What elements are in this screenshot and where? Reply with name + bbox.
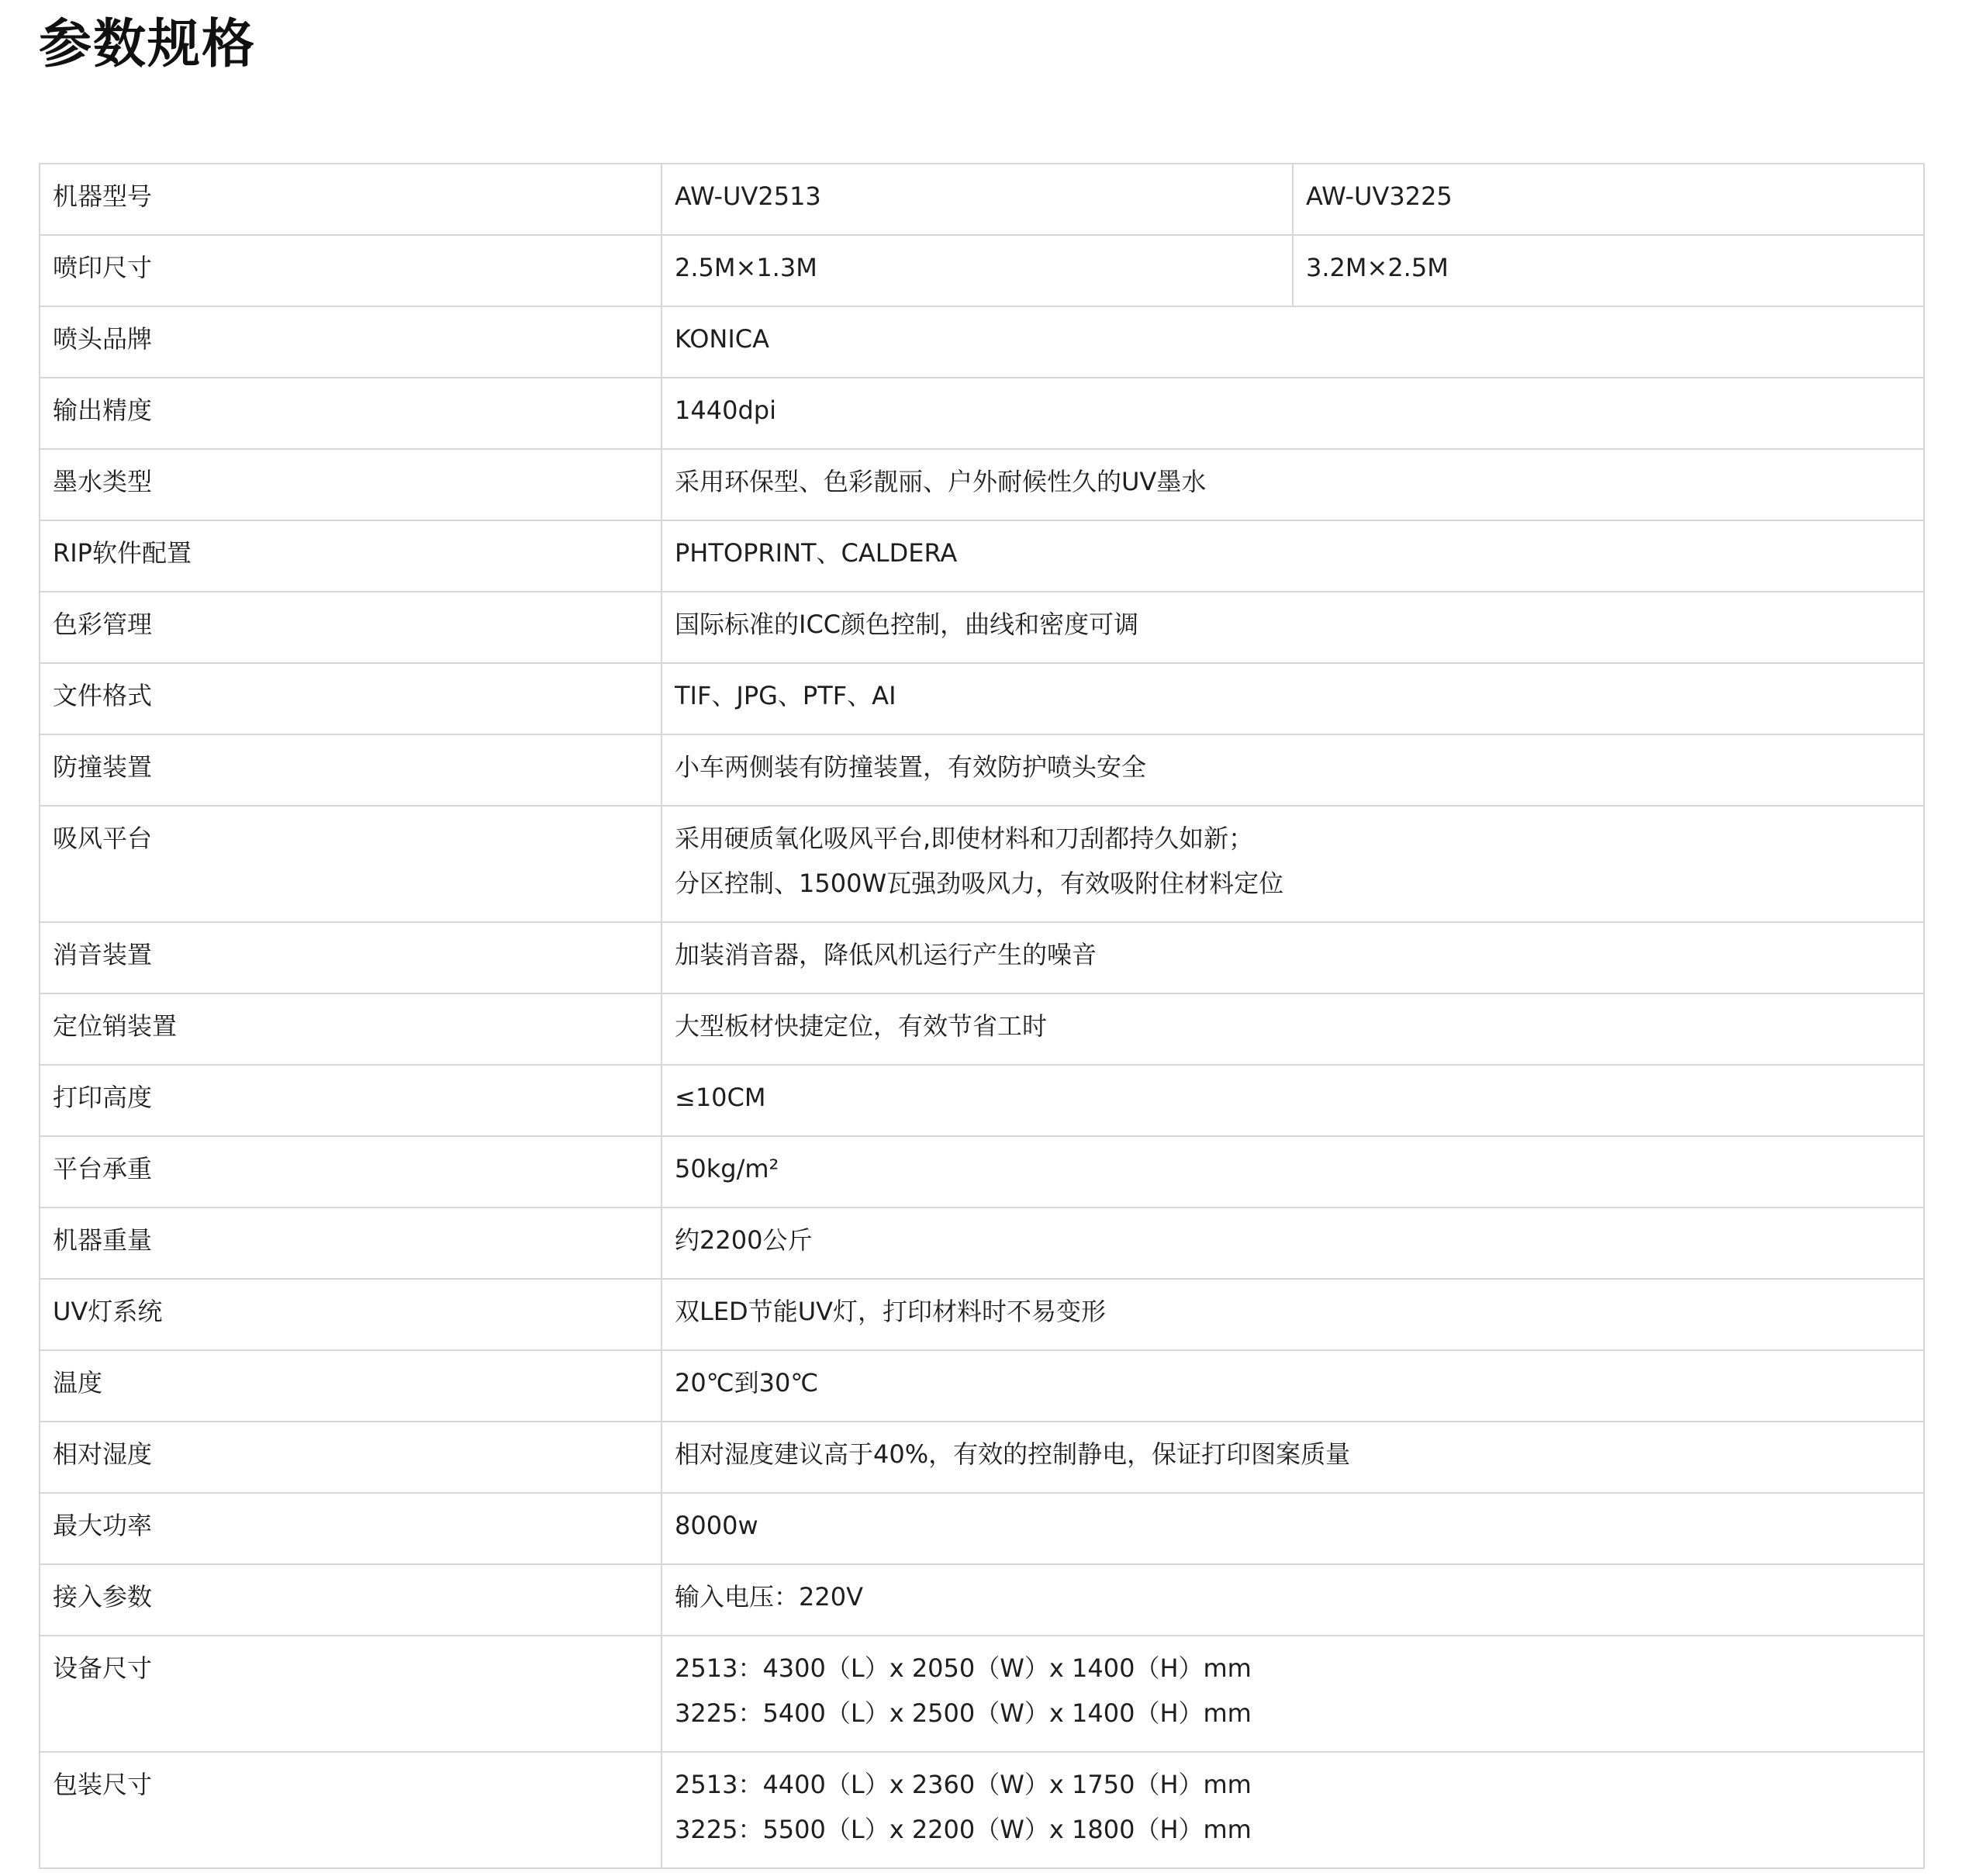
table-row xyxy=(40,592,1924,663)
spec-value-line: 小车两侧装有防撞装置，有效防护喷头安全 xyxy=(675,752,1147,782)
table-row xyxy=(40,1065,1924,1136)
spec-label: 机器重量 xyxy=(40,1207,662,1279)
spec-label: 喷印尺寸 xyxy=(40,235,662,306)
spec-value-line: 大型板材快捷定位，有效节省工时 xyxy=(675,1011,1048,1041)
spec-value xyxy=(662,306,1924,378)
spec-table xyxy=(39,163,1925,1869)
spec-label: 温度 xyxy=(40,1350,662,1422)
spec-value-line: 2513：4300（L）x 2050（W）x 1400（H）mm xyxy=(675,1653,1252,1683)
table-row-model xyxy=(40,164,1924,235)
table-row xyxy=(40,1493,1924,1564)
table-row xyxy=(40,1752,1924,1868)
spec-label: RIP软件配置 xyxy=(40,520,662,592)
spec-label: UV灯系统 xyxy=(40,1279,662,1350)
spec-label: 墨水类型 xyxy=(40,449,662,520)
spec-value-line: 2513：4400（L）x 2360（W）x 1750（H）mm xyxy=(675,1770,1252,1799)
spec-label: 色彩管理 xyxy=(40,592,662,663)
model-a-value: AW-UV2513 xyxy=(662,164,1293,235)
spec-value-line: 加装消音器，降低风机运行产生的噪音 xyxy=(675,940,1097,969)
spec-value xyxy=(662,806,1924,922)
spec-value xyxy=(662,1636,1924,1752)
table-row xyxy=(40,734,1924,806)
table-row xyxy=(40,520,1924,592)
spec-value-line: 相对湿度建议高于40%，有效的控制静电，保证打印图案质量 xyxy=(675,1439,1351,1469)
spec-value xyxy=(662,1279,1924,1350)
table-row xyxy=(40,1207,1924,1279)
spec-value-line: 双LED节能UV灯，打印材料时不易变形 xyxy=(675,1297,1107,1326)
spec-value-line: 50kg/m² xyxy=(675,1154,779,1183)
page-title: 参数规格 xyxy=(39,14,257,75)
spec-label: 吸风平台 xyxy=(40,806,662,922)
spec-label: 最大功率 xyxy=(40,1493,662,1564)
spec-value-line: TIF、JPG、PTF、AI xyxy=(675,681,896,710)
table-row xyxy=(40,806,1924,922)
spec-value xyxy=(662,993,1924,1065)
spec-label: 消音装置 xyxy=(40,922,662,993)
spec-value-line: 输入电压：220V xyxy=(675,1582,863,1612)
table-row xyxy=(40,449,1924,520)
spec-value xyxy=(662,1752,1924,1868)
spec-label: 防撞装置 xyxy=(40,734,662,806)
spec-value-line: ≤10CM xyxy=(675,1083,766,1112)
spec-label: 相对湿度 xyxy=(40,1422,662,1493)
table-row xyxy=(40,1422,1924,1493)
model-b-value: AW-UV3225 xyxy=(1293,164,1924,235)
spec-value-line: 约2200公斤 xyxy=(675,1225,813,1255)
print-size-a-value: 2.5M×1.3M xyxy=(662,235,1293,306)
table-row xyxy=(40,1279,1924,1350)
spec-label: 定位销装置 xyxy=(40,993,662,1065)
spec-label: 接入参数 xyxy=(40,1564,662,1636)
table-row xyxy=(40,1636,1924,1752)
spec-value-line: 分区控制、1500W瓦强劲吸风力，有效吸附住材料定位 xyxy=(675,869,1284,898)
spec-value-line: 国际标准的ICC颜色控制，曲线和密度可调 xyxy=(675,610,1139,639)
spec-label: 设备尺寸 xyxy=(40,1636,662,1752)
table-row xyxy=(40,993,1924,1065)
spec-label: 文件格式 xyxy=(40,663,662,734)
spec-value-line: 3225：5500（L）x 2200（W）x 1800（H）mm xyxy=(675,1815,1252,1844)
spec-value xyxy=(662,1422,1924,1493)
spec-value xyxy=(662,1207,1924,1279)
spec-value xyxy=(662,449,1924,520)
spec-value xyxy=(662,922,1924,993)
spec-value xyxy=(662,592,1924,663)
table-row xyxy=(40,306,1924,378)
spec-value xyxy=(662,734,1924,806)
spec-value xyxy=(662,520,1924,592)
spec-label: 包装尺寸 xyxy=(40,1752,662,1868)
spec-value-line: 8000w xyxy=(675,1511,758,1540)
spec-label: 平台承重 xyxy=(40,1136,662,1207)
spec-value-line: 20℃到30℃ xyxy=(675,1368,819,1397)
table-row xyxy=(40,378,1924,449)
spec-value xyxy=(662,1564,1924,1636)
table-row-print-size xyxy=(40,235,1924,306)
spec-value xyxy=(662,1350,1924,1422)
spec-value xyxy=(662,1065,1924,1136)
spec-value-line: PHTOPRINT、CALDERA xyxy=(675,538,958,568)
spec-value-line: 1440dpi xyxy=(675,396,776,425)
table-row xyxy=(40,663,1924,734)
spec-value xyxy=(662,663,1924,734)
spec-value-line: 3225：5400（L）x 2500（W）x 1400（H）mm xyxy=(675,1698,1252,1728)
spec-value-line: 采用硬质氧化吸风平台,即使材料和刀刮都持久如新； xyxy=(675,824,1254,853)
table-row xyxy=(40,1136,1924,1207)
print-size-b-value: 3.2M×2.5M xyxy=(1293,235,1924,306)
table-row xyxy=(40,1350,1924,1422)
spec-label: 喷头品牌 xyxy=(40,306,662,378)
spec-value-line: KONICA xyxy=(675,324,770,354)
spec-label: 输出精度 xyxy=(40,378,662,449)
spec-value xyxy=(662,378,1924,449)
spec-table-body xyxy=(40,164,1924,1868)
table-row xyxy=(40,1564,1924,1636)
table-row xyxy=(40,922,1924,993)
spec-label: 打印高度 xyxy=(40,1065,662,1136)
spec-label: 机器型号 xyxy=(40,164,662,235)
spec-value-line: 采用环保型、色彩靓丽、户外耐候性久的UV墨水 xyxy=(675,467,1207,496)
spec-value xyxy=(662,1493,1924,1564)
spec-value xyxy=(662,1136,1924,1207)
